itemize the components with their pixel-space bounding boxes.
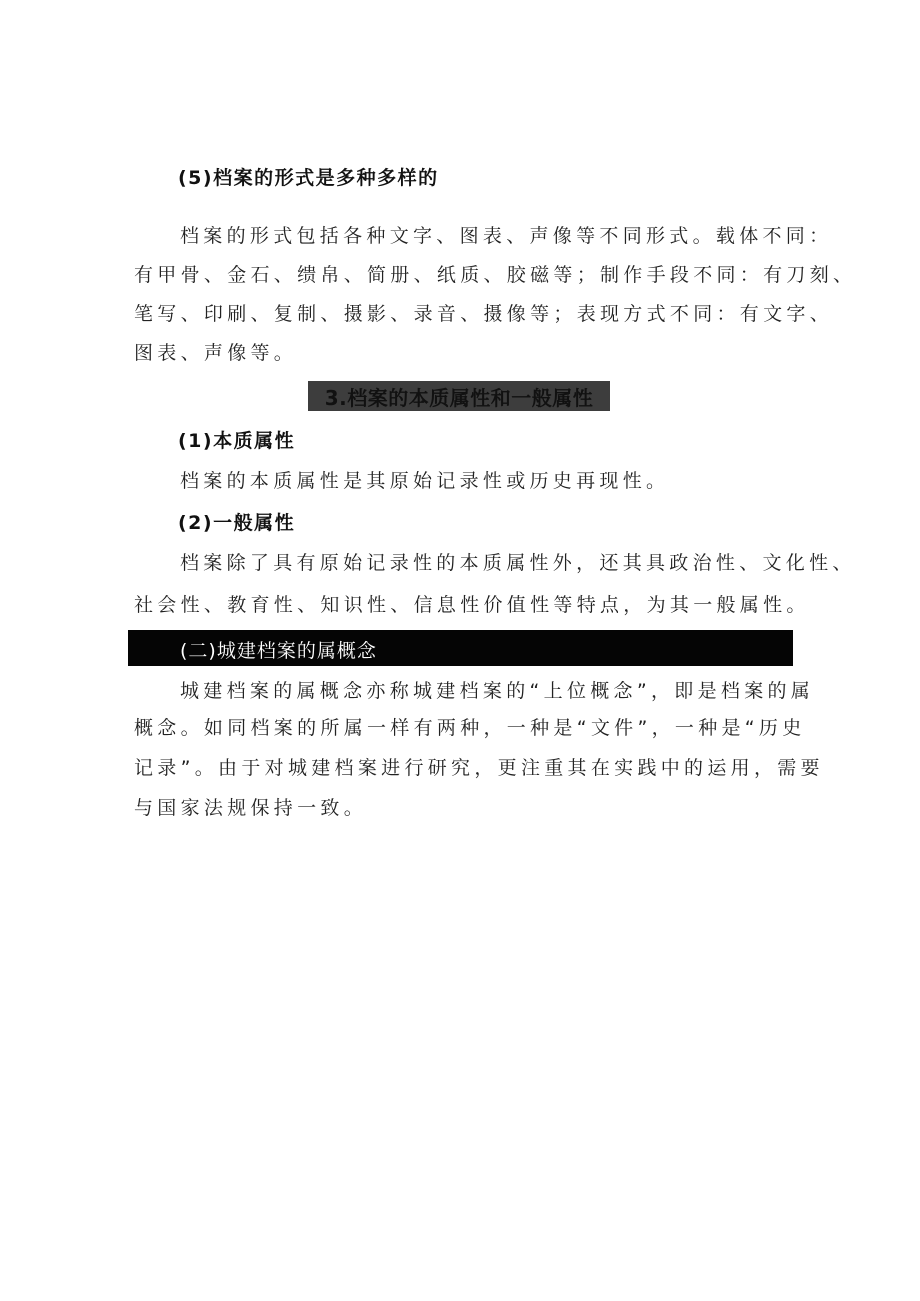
section-3-title: 3.档案的本质属性和一般属性 [324,385,594,410]
paragraph-line: 有甲骨、金石、缋帛、简册、纸质、胶磁等；制作手段不同：有刀刻、 [134,264,857,286]
subheading-1: (1)本质属性 [178,430,296,452]
paragraph-line: 与国家法规保持一致。 [134,797,368,819]
paragraph-line: 档案的形式包括各种文字、图表、声像等不同形式。载体不同： [180,225,833,247]
section-er-heading-bar [128,630,793,666]
section-3-heading-box [308,381,610,411]
paragraph-line: 城建档案的属概念亦称城建档案的“上位概念”，即是档案的属 [180,680,815,702]
subheading-2: (2)一般属性 [178,512,296,534]
paragraph-line: 记录”。由于对城建档案进行研究，更注重其在实践中的运用，需要 [134,757,824,779]
subheading-5: (5)档案的形式是多种多样的 [178,167,439,189]
section-er-title: (二)城建档案的属概念 [180,640,377,662]
paragraph-line: 档案的本质属性是其原始记录性或历史再现性。 [180,470,670,492]
paragraph-line: 笔写、印刷、复制、摄影、录音、摄像等；表现方式不同：有文字、 [134,303,834,325]
paragraph-line: 图表、声像等。 [134,342,298,364]
paragraph-line: 社会性、教育性、知识性、信息性价值性等特点，为其一般属性。 [134,594,810,616]
paragraph-line: 档案除了具有原始记录性的本质属性外，还其具政治性、文化性、 [180,552,856,574]
paragraph-line: 概念。如同档案的所属一样有两种，一种是“文件”，一种是“历史 [134,717,806,739]
